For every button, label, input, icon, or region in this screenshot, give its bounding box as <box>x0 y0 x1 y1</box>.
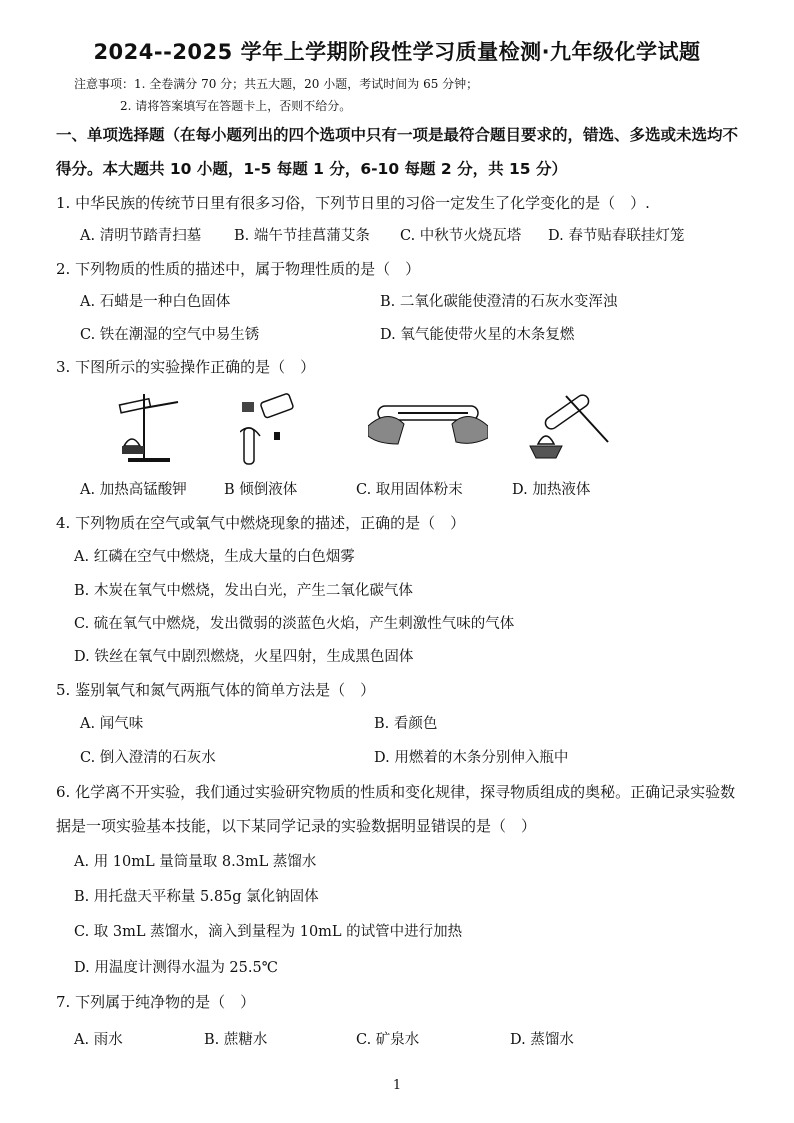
question-1-option-a: A. 清明节踏青扫墓 <box>80 228 202 244</box>
question-6-option-b: B. 用托盘天平称量 5.85g 氯化钠固体 <box>74 889 319 905</box>
question-5-option-b: B. 看颜色 <box>374 716 438 732</box>
question-6-option-d: D. 用温度计测得水温为 25.5℃ <box>74 960 278 976</box>
figure-heating-kmno4 <box>114 388 184 468</box>
page-number: 1 <box>392 1078 402 1093</box>
notes-line-2: 2. 请将答案填写在答题卡上，否则不给分。 <box>120 99 352 113</box>
question-5-option-c: C. 倒入澄清的石灰水 <box>80 750 216 766</box>
question-7-option-b: B. 蔗糖水 <box>204 1032 268 1048</box>
question-3-option-a: A. 加热高锰酸钾 <box>80 482 187 498</box>
question-2-stem: 2. 下列物质的性质的描述中，属于物理性质的是（ ） <box>56 260 421 278</box>
question-1-option-c: C. 中秋节火烧瓦塔 <box>400 228 522 244</box>
question-6-stem-line-1: 6. 化学离不开实验，我们通过实验研究物质的性质和变化规律，探寻物质组成的奥秘。正确记录实验数 <box>56 783 736 801</box>
question-1-option-b: B. 端午节挂菖蒲艾条 <box>234 228 370 244</box>
question-7-option-d: D. 蒸馏水 <box>510 1032 574 1048</box>
question-5-option-a: A. 闻气味 <box>80 716 144 732</box>
question-4-option-c: C. 硫在氧气中燃烧，发出微弱的淡蓝色火焰，产生刺激性气味的气体 <box>74 616 515 632</box>
question-3-stem: 3. 下图所示的实验操作正确的是（ ） <box>56 358 316 376</box>
question-3-option-b: B 倾倒液体 <box>224 482 298 498</box>
question-7-option-a: A. 雨水 <box>74 1032 123 1048</box>
section-heading-line-2: 得分。本大题共 10 小题，1-5 每题 1 分，6-10 每题 2 分，共 15 分） <box>56 160 567 178</box>
question-7-option-c: C. 矿泉水 <box>356 1032 420 1048</box>
question-5-option-d: D. 用燃着的木条分别伸入瓶中 <box>374 750 569 766</box>
page-title: 2024--2025 学年上学期阶段性学习质量检测·九年级化学试题 <box>93 40 701 64</box>
question-4-stem: 4. 下列物质在空气或氧气中燃烧现象的描述，正确的是（ ） <box>56 514 466 532</box>
question-1-stem: 1. 中华民族的传统节日里有很多习俗，下列节日里的习俗一定发生了化学变化的是（ ）. <box>56 194 650 212</box>
question-6-stem-line-2: 据是一项实验基本技能，以下某同学记录的实验数据明显错误的是（ ） <box>56 817 537 835</box>
question-7-stem: 7. 下列属于纯净物的是（ ） <box>56 993 256 1011</box>
question-5-stem: 5. 鉴别氧气和氮气两瓶气体的简单方法是（ ） <box>56 681 376 699</box>
question-2-option-b: B. 二氧化碳能使澄清的石灰水变浑浊 <box>380 294 618 310</box>
section-heading-line-1: 一、单项选择题（在每小题列出的四个选项中只有一项是最符合题目要求的，错选、多选或未选均不 <box>56 126 739 144</box>
question-6-option-a: A. 用 10mL 量筒量取 8.3mL 蒸馏水 <box>74 854 317 870</box>
figure-heating-liquid <box>522 384 612 468</box>
question-1-option-d: D. 春节贴春联挂灯笼 <box>548 228 685 244</box>
question-4-option-a: A. 红磷在空气中燃烧，生成大量的白色烟雾 <box>74 549 355 565</box>
notes-line-1: 注意事项：1. 全卷满分 70 分；共五大题，20 小题，考试时间为 65 分钟； <box>74 77 479 91</box>
question-6-option-c: C. 取 3mL 蒸馏水，滴入到量程为 10mL 的试管中进行加热 <box>74 924 463 940</box>
question-2-option-a: A. 石蜡是一种白色固体 <box>80 294 231 310</box>
question-4-option-d: D. 铁丝在氧气中剧烈燃烧，火星四射，生成黑色固体 <box>74 649 414 665</box>
question-4-option-b: B. 木炭在氧气中燃烧，发出白光，产生二氧化碳气体 <box>74 583 413 599</box>
question-2-option-d: D. 氧气能使带火星的木条复燃 <box>380 327 575 343</box>
figure-solid-powder <box>368 398 488 452</box>
question-3-option-c: C. 取用固体粉末 <box>356 482 463 498</box>
question-3-option-d: D. 加热液体 <box>512 482 591 498</box>
question-2-option-c: C. 铁在潮湿的空气中易生锈 <box>80 327 260 343</box>
figure-pouring-liquid <box>240 392 300 468</box>
